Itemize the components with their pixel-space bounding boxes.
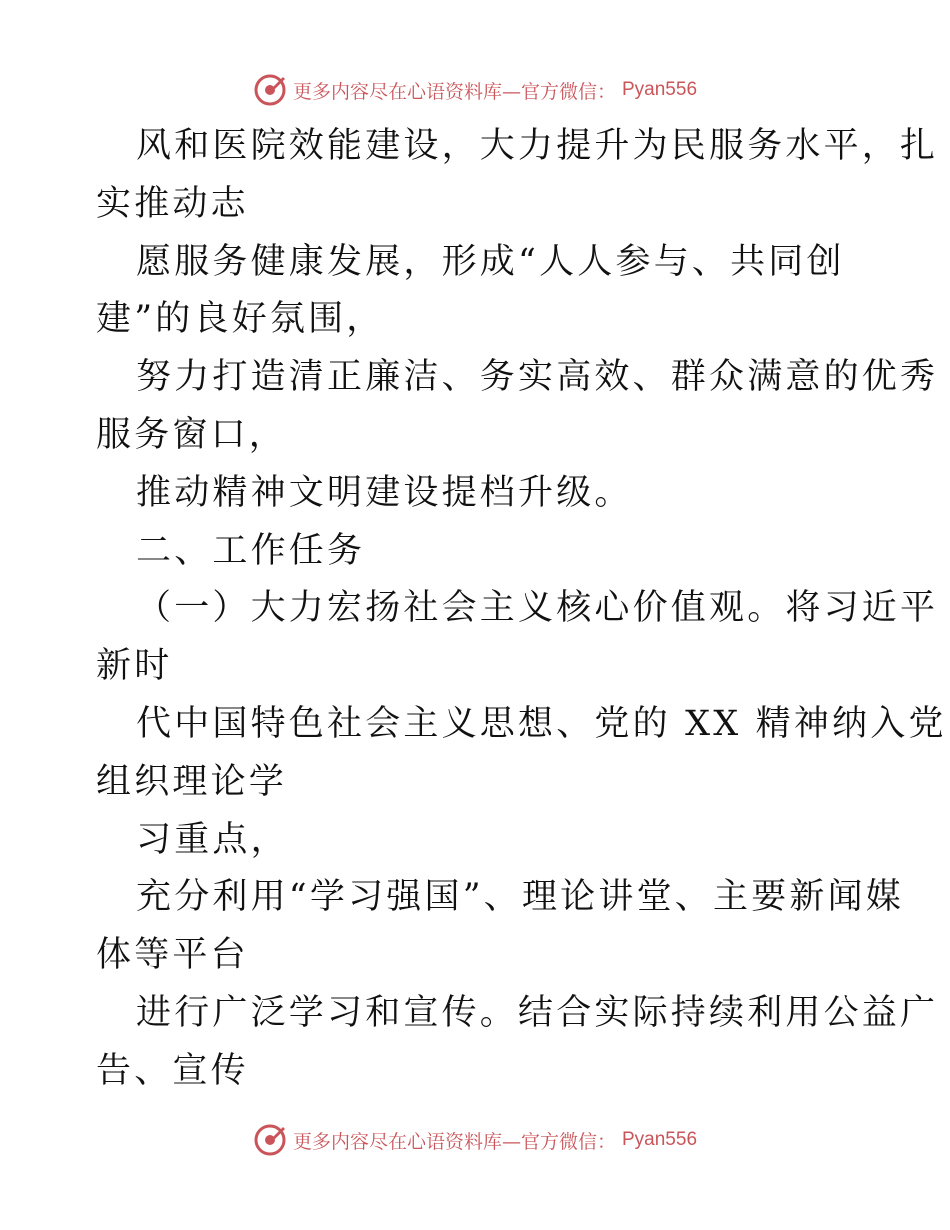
text-line: 体等平台	[96, 935, 249, 976]
section-heading: 二、工作任务	[136, 530, 366, 571]
header-watermark	[0, 70, 950, 110]
text-line: 组织理论学	[96, 761, 288, 802]
text-line: 愿服务健康发展，形成“人人参与、共同创	[136, 241, 845, 282]
text-line: 服务窗口，	[96, 414, 288, 455]
document-body	[96, 118, 947, 1101]
footer-watermark	[0, 1120, 950, 1160]
watermark-contact: Pyan556	[622, 79, 698, 100]
text-line: 进行广泛学习和宣传。结合实际持续利用公益广	[136, 992, 939, 1033]
watermark-logo-icon	[253, 73, 287, 107]
text-line: 新时	[96, 646, 173, 687]
text-line: 推动精神文明建设提档升级。	[136, 472, 633, 513]
watermark-logo-icon	[253, 1123, 287, 1157]
text-line: 告、宣传	[96, 1050, 249, 1091]
text-line: 充分利用“学习强国”、理论讲堂、主要新闻媒	[136, 877, 904, 918]
text-line: 努力打造清正廉洁、务实高效、群众满意的优秀	[136, 357, 939, 398]
text-line: 代中国特色社会主义思想、党的 XX 精神纳入党	[136, 703, 947, 744]
text-line: （一）大力宏扬社会主义核心价值观。将习近平	[136, 588, 939, 629]
text-line: 习重点，	[136, 819, 289, 860]
text-line: 风和医院效能建设，大力提升为民服务水平，扎	[136, 126, 939, 166]
watermark-text: 更多内容尽在心语资料库—官方微信：	[292, 1130, 616, 1153]
text-line: 建”的良好氛围，	[96, 299, 385, 340]
watermark-contact: Pyan556	[622, 1129, 698, 1150]
text-line: 实推动志	[96, 183, 249, 224]
watermark-text: 更多内容尽在心语资料库—官方微信：	[292, 80, 616, 103]
